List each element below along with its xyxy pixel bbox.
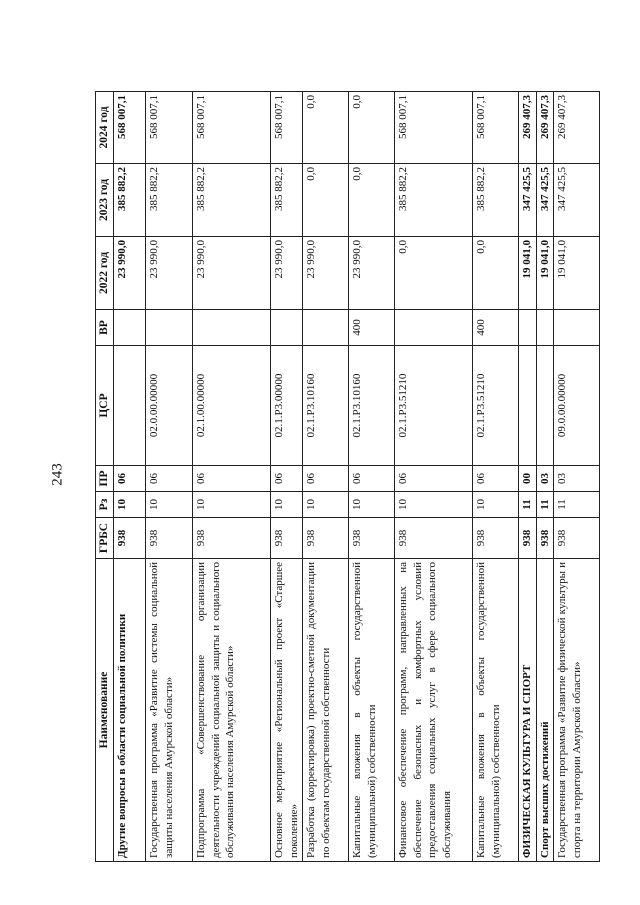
cell-pr: 06	[193, 466, 271, 492]
table-row	[193, 92, 271, 862]
cell-2022: 23 990,0	[114, 237, 146, 310]
cell-2023: 385 882,2	[146, 164, 193, 237]
cell-pr: 06	[349, 466, 395, 492]
cell-vr: 400	[473, 310, 519, 346]
cell-name: Другие вопросы в области социальной политики	[114, 559, 146, 862]
cell-rz: 11	[519, 492, 537, 518]
cell-name: ФИЗИЧЕСКАЯ КУЛЬТУРА И СПОРТ	[519, 559, 537, 862]
cell-2024: 0,0	[349, 92, 395, 164]
cell-grbs: 938	[349, 518, 395, 559]
header-2024: 2024 год	[96, 92, 114, 164]
cell-name: Финансовое обеспечение программ, направленных на обеспечение безопасных и комфортных условий предоставления социальных услуг в сфере социального обслуживания	[395, 559, 473, 862]
cell-2022: 0,0	[473, 237, 519, 310]
cell-grbs: 938	[303, 518, 349, 559]
cell-vr	[303, 310, 349, 346]
cell-pr: 06	[395, 466, 473, 492]
cell-csr: 02.1.P3.51210	[395, 346, 473, 466]
cell-grbs: 938	[519, 518, 537, 559]
cell-vr	[271, 310, 303, 346]
table-row	[395, 92, 473, 862]
cell-rz: 10	[349, 492, 395, 518]
rotated-table-container	[95, 92, 583, 862]
table-header-row	[96, 92, 114, 862]
cell-2024: 568 007,1	[271, 92, 303, 164]
cell-2024: 568 007,1	[193, 92, 271, 164]
cell-2023: 347 425,5	[519, 164, 537, 237]
cell-vr: 400	[349, 310, 395, 346]
cell-2023: 0,0	[303, 164, 349, 237]
cell-grbs: 938	[114, 518, 146, 559]
cell-2024: 269 407,3	[519, 92, 537, 164]
cell-csr: 02.1.P3.00000	[271, 346, 303, 466]
cell-name: Подпрограмма «Совершенствование организации деятельности учреждений социальной защиты и социального обслуживания населения Амурской области»	[193, 559, 271, 862]
cell-2023: 385 882,2	[395, 164, 473, 237]
cell-name: Капитальные вложения в объекты государственной (муниципальной) собственности	[349, 559, 395, 862]
cell-2022: 23 990,0	[271, 237, 303, 310]
cell-grbs: 938	[146, 518, 193, 559]
cell-grbs: 938	[271, 518, 303, 559]
cell-rz: 10	[395, 492, 473, 518]
table-row	[519, 92, 537, 862]
cell-vr	[519, 310, 537, 346]
cell-name: Разработка (корректировка) проектно-сметной документации по объектам государственной собственности	[303, 559, 349, 862]
cell-pr: 06	[146, 466, 193, 492]
header-vr: ВР	[96, 310, 114, 346]
cell-rz: 10	[303, 492, 349, 518]
cell-rz: 11	[554, 492, 600, 518]
cell-rz: 10	[473, 492, 519, 518]
cell-grbs: 938	[536, 518, 554, 559]
header-2022: 2022 год	[96, 237, 114, 310]
table-row	[114, 92, 146, 862]
cell-csr: 02.1.00.00000	[193, 346, 271, 466]
table-row	[536, 92, 554, 862]
cell-pr: 06	[114, 466, 146, 492]
cell-2022: 23 990,0	[349, 237, 395, 310]
cell-2024: 568 007,1	[114, 92, 146, 164]
cell-rz: 11	[536, 492, 554, 518]
cell-2022: 0,0	[395, 237, 473, 310]
cell-pr: 00	[519, 466, 537, 492]
header-csr: ЦСР	[96, 346, 114, 466]
cell-grbs: 938	[554, 518, 600, 559]
cell-name: Государственная программа «Развитие системы социальной защиты населения Амурской области»	[146, 559, 193, 862]
cell-csr	[536, 346, 554, 466]
cell-pr: 06	[271, 466, 303, 492]
cell-pr: 06	[473, 466, 519, 492]
table-row	[303, 92, 349, 862]
cell-csr: 02.1.P3.10160	[303, 346, 349, 466]
cell-rz: 10	[193, 492, 271, 518]
cell-2022: 23 990,0	[303, 237, 349, 310]
cell-grbs: 938	[473, 518, 519, 559]
header-rz: Рз	[96, 492, 114, 518]
cell-vr	[536, 310, 554, 346]
cell-pr: 03	[554, 466, 600, 492]
header-name: Наименование	[96, 559, 114, 862]
table-row	[473, 92, 519, 862]
cell-2023: 347 425,5	[536, 164, 554, 237]
cell-pr: 03	[536, 466, 554, 492]
cell-vr	[193, 310, 271, 346]
cell-2024: 269 407,3	[554, 92, 600, 164]
table-row	[271, 92, 303, 862]
cell-csr	[519, 346, 537, 466]
table-row	[146, 92, 193, 862]
cell-grbs: 938	[395, 518, 473, 559]
cell-2023: 385 882,2	[114, 164, 146, 237]
cell-2022: 19 041,0	[519, 237, 537, 310]
cell-2022: 19 041,0	[554, 237, 600, 310]
cell-2022: 23 990,0	[193, 237, 271, 310]
header-pr: ПР	[96, 466, 114, 492]
cell-name: Капитальные вложения в объекты государственной (муниципальной) собственности	[473, 559, 519, 862]
table-body	[114, 92, 600, 862]
cell-2024: 269 407,3	[536, 92, 554, 164]
cell-name: Государственная программа «Развитие физической культуры и спорта на территории Амурской области»	[554, 559, 600, 862]
cell-name: Основное мероприятие «Региональный проект «Старшее поколение»	[271, 559, 303, 862]
cell-csr: 02.1.P3.51210	[473, 346, 519, 466]
cell-rz: 10	[146, 492, 193, 518]
page-number: 243	[49, 463, 66, 486]
cell-csr: 09.0.00.00000	[554, 346, 600, 466]
cell-csr	[114, 346, 146, 466]
cell-2024: 568 007,1	[146, 92, 193, 164]
cell-vr	[114, 310, 146, 346]
cell-rz: 10	[271, 492, 303, 518]
cell-2023: 0,0	[349, 164, 395, 237]
cell-2022: 19 041,0	[536, 237, 554, 310]
cell-2023: 385 882,2	[473, 164, 519, 237]
cell-2024: 568 007,1	[473, 92, 519, 164]
cell-rz: 10	[114, 492, 146, 518]
cell-name: Спорт высших достижений	[536, 559, 554, 862]
table-row	[554, 92, 600, 862]
cell-pr: 06	[303, 466, 349, 492]
budget-table	[95, 91, 600, 862]
header-2023: 2023 год	[96, 164, 114, 237]
cell-vr	[554, 310, 600, 346]
cell-grbs: 938	[193, 518, 271, 559]
cell-2024: 0,0	[303, 92, 349, 164]
table-row	[349, 92, 395, 862]
cell-csr: 02.1.P3.10160	[349, 346, 395, 466]
cell-2024: 568 007,1	[395, 92, 473, 164]
cell-2022: 23 990,0	[146, 237, 193, 310]
cell-2023: 385 882,2	[193, 164, 271, 237]
cell-csr: 02.0.00.00000	[146, 346, 193, 466]
cell-vr	[395, 310, 473, 346]
cell-vr	[146, 310, 193, 346]
cell-2023: 347 425,5	[554, 164, 600, 237]
cell-2023: 385 882,2	[271, 164, 303, 237]
header-grbs: ГРБС	[96, 518, 114, 559]
